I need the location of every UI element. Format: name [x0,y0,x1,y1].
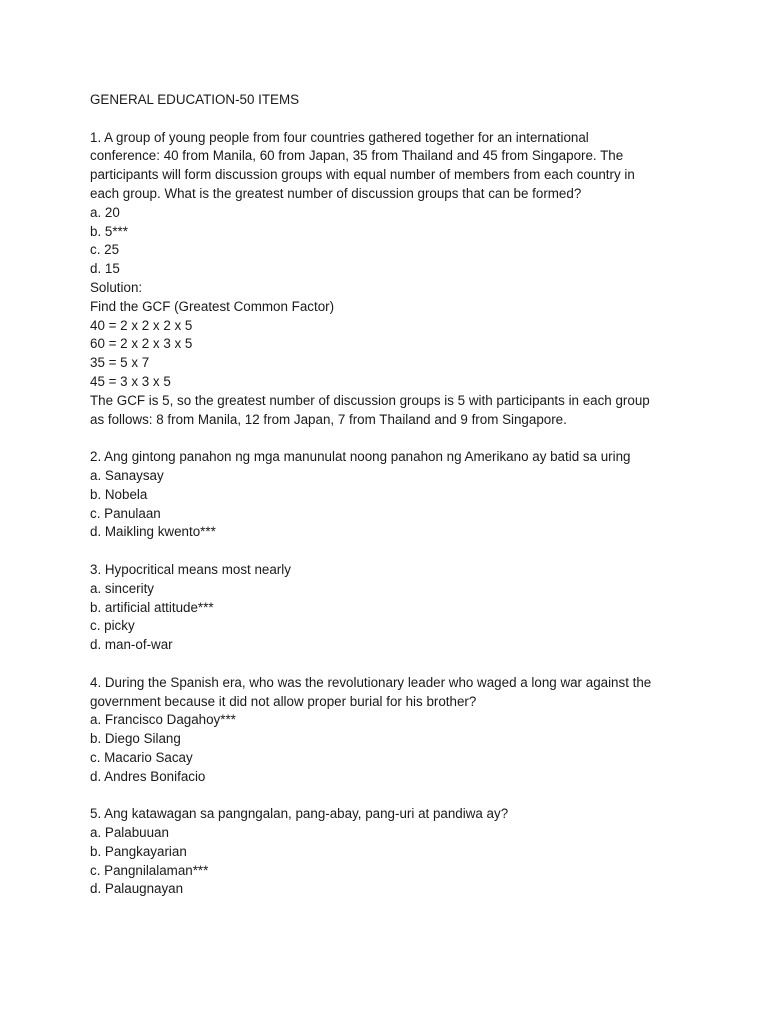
choice-a: a. Palabuuan [90,825,169,841]
solution-line: Find the GCF (Greatest Common Factor) [90,298,335,314]
question-stem-line: 1. A group of young people from four countries gathered together for an international [90,129,589,145]
question-stem-line: each group. What is the greatest number of discussion groups that can be formed? [90,185,582,201]
question-stem-line: participants will form discussion groups with equal number of members from each country in [90,167,635,183]
choice-a: a. Sanaysay [90,467,164,483]
question-stem-line: 5. Ang katawagan sa pangngalan, pang-abay, pang-uri at pandiwa ay? [90,806,509,822]
choice-c: c. Macario Sacay [90,749,193,765]
question-1 [90,129,680,430]
choice-c: c. picky [90,618,135,634]
choice-c: c. Panulaan [90,505,161,521]
solution-line: 35 = 5 x 7 [90,355,150,371]
question-4 [90,674,680,787]
choice-a: a. sincerity [90,580,154,596]
solution-heading: Solution: [90,279,143,295]
choice-a: a. 20 [90,204,120,220]
choice-b: b. artificial attitude*** [90,599,214,615]
solution-line: as follows: 8 from Manila, 12 from Japan, 7 from Thailand and 9 from Singapore. [90,411,567,427]
choice-b: b. Nobela [90,486,148,502]
choice-b: b. Pangkayarian [90,843,187,859]
solution-line: The GCF is 5, so the greatest number of discussion groups is 5 with participants in each group [90,392,650,408]
choice-d: d. man-of-war [90,637,173,653]
question-2 [90,448,680,542]
choice-d: d. 15 [90,261,120,277]
choice-d: d. Maikling kwento*** [90,524,216,540]
solution-line: 40 = 2 x 2 x 2 x 5 [90,317,193,333]
question-stem-line: 3. Hypocritical means most nearly [90,561,291,577]
question-stem-line: 4. During the Spanish era, who was the revolutionary leader who waged a long war against the [90,674,652,690]
choice-d: d. Palaugnayan [90,881,184,897]
choice-c: c. 25 [90,242,120,258]
question-5 [90,805,680,899]
document-title: GENERAL EDUCATION-50 ITEMS [90,92,300,107]
document-page [90,91,680,918]
question-stem-line: 2. Ang gintong panahon ng mga manunulat noong panahon ng Amerikano ay batid sa uring [90,449,631,465]
solution-line: 60 = 2 x 2 x 3 x 5 [90,336,193,352]
question-stem-line: conference: 40 from Manila, 60 from Japan, 35 from Thailand and 45 from Singapore. The [90,148,624,164]
question-3 [90,561,680,655]
choice-c: c. Pangnilalaman*** [90,862,209,878]
choice-b: b. 5*** [90,223,128,239]
solution-line: 45 = 3 x 3 x 5 [90,373,171,389]
choice-d: d. Andres Bonifacio [90,768,206,784]
choice-a: a. Francisco Dagahoy*** [90,712,236,728]
question-stem-line: government because it did not allow proper burial for his brother? [90,693,477,709]
choice-b: b. Diego Silang [90,731,181,747]
